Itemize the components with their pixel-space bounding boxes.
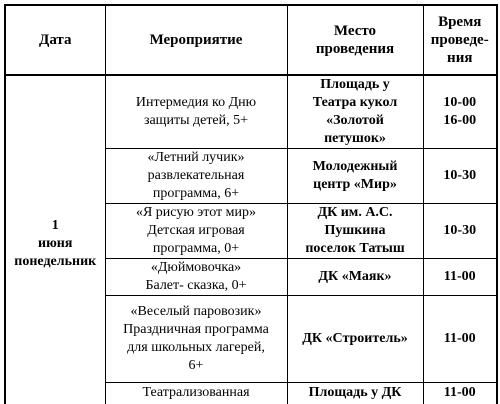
place-cell: Площадь у ДК <box>287 383 423 404</box>
place-cell: ДК «Строитель» <box>287 296 423 383</box>
header-event: Мероприятие <box>105 5 287 75</box>
header-date: Дата <box>5 5 105 75</box>
event-cell: Интермедия ко Дню защиты детей, 5+ <box>105 75 287 149</box>
event-cell: «Летний лучик» развлекательная программа, 6+ <box>105 149 287 204</box>
event-cell: «Веселый паровозик» Праздничная программа для школьных лагерей, 6+ <box>105 296 287 383</box>
place-cell: ДК «Маяк» <box>287 259 423 296</box>
time-cell: 10-00 16-00 <box>423 75 497 149</box>
event-cell: «Я рисую этот мир» Детская игровая программа, 0+ <box>105 204 287 259</box>
table-header-row <box>5 5 497 75</box>
date-cell: 1 июня понедельник <box>5 75 105 404</box>
event-cell: «Дюймовочка» Балет- сказка, 0+ <box>105 259 287 296</box>
header-time: Время проведе- ния <box>423 5 497 75</box>
place-cell: ДК им. А.С. Пушкина поселок Татыш <box>287 204 423 259</box>
table-row <box>5 75 497 149</box>
time-cell: 11-00 <box>423 296 497 383</box>
time-cell: 10-30 <box>423 204 497 259</box>
place-cell: Площадь у Театра кукол «Золотой петушок» <box>287 75 423 149</box>
time-cell: 11-00 <box>423 259 497 296</box>
events-schedule-table <box>4 4 498 404</box>
time-cell: 10-30 <box>423 149 497 204</box>
place-cell: Молодежный центр «Мир» <box>287 149 423 204</box>
header-place: Место проведения <box>287 5 423 75</box>
time-cell: 11-00 <box>423 383 497 404</box>
event-cell: Театрализованная <box>105 383 287 404</box>
